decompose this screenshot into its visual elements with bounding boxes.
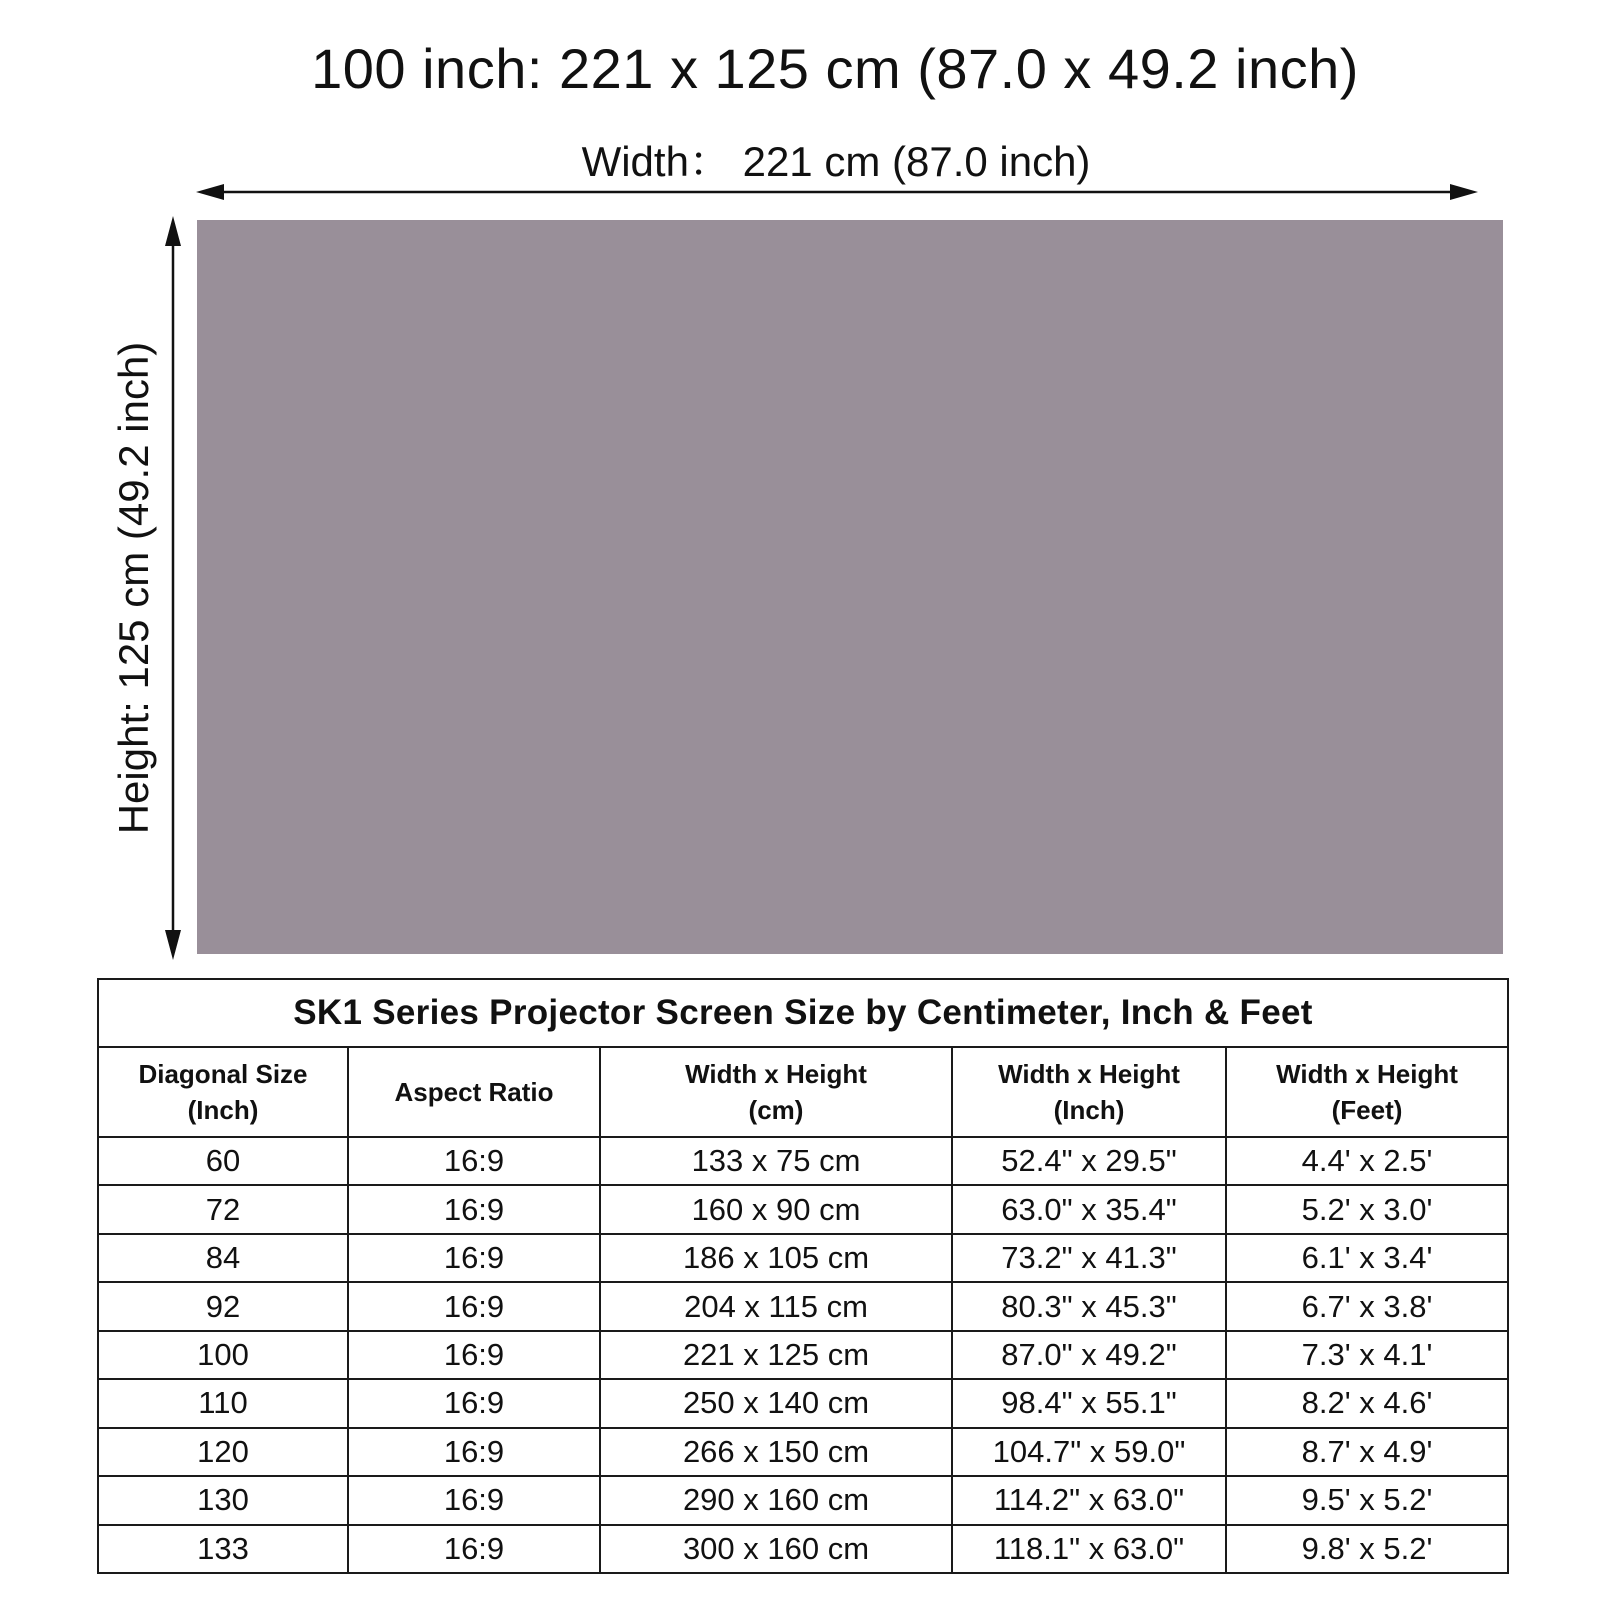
table-row [98,1234,1508,1282]
table-row [98,1282,1508,1330]
cell-diagonal: 72 [98,1185,348,1233]
cell-size-feet: 8.7' x 4.9' [1226,1428,1508,1476]
cell-aspect-ratio: 16:9 [348,1185,600,1233]
cell-size-feet: 9.5' x 5.2' [1226,1476,1508,1524]
header-line: Width x Height [998,1059,1180,1089]
cell-size-cm: 186 x 105 cm [600,1234,952,1282]
header-size-inch [952,1047,1226,1137]
table-row [98,1185,1508,1233]
cell-size-inch: 80.3" x 45.3" [952,1282,1226,1330]
cell-diagonal: 84 [98,1234,348,1282]
header-line: Width x Height [1276,1059,1458,1089]
cell-aspect-ratio: 16:9 [348,1379,600,1427]
cell-diagonal: 133 [98,1525,348,1574]
cell-size-cm: 160 x 90 cm [600,1185,952,1233]
cell-size-cm: 300 x 160 cm [600,1525,952,1574]
cell-size-inch: 63.0" x 35.4" [952,1185,1226,1233]
table-title: SK1 Series Projector Screen Size by Centimeter, Inch & Feet [98,979,1508,1047]
table-row [98,1428,1508,1476]
cell-aspect-ratio: 16:9 [348,1331,600,1379]
table-row [98,1476,1508,1524]
cell-size-feet: 9.8' x 5.2' [1226,1525,1508,1574]
width-arrow-icon [196,180,1478,204]
width-dimension-label: Width： 221 cm (87.0 inch) [581,138,1091,185]
cell-size-feet: 6.1' x 3.4' [1226,1234,1508,1282]
cell-aspect-ratio: 16:9 [348,1476,600,1524]
projector-screen [197,220,1503,954]
table-row [98,1379,1508,1427]
table-row [98,1525,1508,1574]
cell-size-inch: 87.0" x 49.2" [952,1331,1226,1379]
cell-aspect-ratio: 16:9 [348,1525,600,1574]
cell-size-inch: 52.4" x 29.5" [952,1137,1226,1185]
cell-size-cm: 221 x 125 cm [600,1331,952,1379]
header-line: (cm) [748,1095,804,1125]
cell-diagonal: 110 [98,1379,348,1427]
cell-size-feet: 4.4' x 2.5' [1226,1137,1508,1185]
cell-size-feet: 6.7' x 3.8' [1226,1282,1508,1330]
header-diagonal-size [98,1047,348,1137]
cell-diagonal: 60 [98,1137,348,1185]
table-row [98,1331,1508,1379]
height-arrow-icon [158,216,188,960]
cell-size-inch: 114.2" x 63.0" [952,1476,1226,1524]
cell-size-inch: 98.4" x 55.1" [952,1379,1226,1427]
header-line: Width x Height [685,1059,867,1089]
cell-diagonal: 130 [98,1476,348,1524]
cell-size-cm: 204 x 115 cm [600,1282,952,1330]
header-line: Diagonal Size [138,1059,308,1089]
header-size-feet [1226,1047,1508,1137]
cell-aspect-ratio: 16:9 [348,1234,600,1282]
header-aspect-ratio [348,1047,600,1137]
cell-diagonal: 92 [98,1282,348,1330]
cell-size-cm: 290 x 160 cm [600,1476,952,1524]
height-dimension-label: Height: 125 cm (49.2 inch) [110,341,157,835]
header-line: (Feet) [1331,1095,1403,1125]
cell-size-feet: 5.2' x 3.0' [1226,1185,1508,1233]
header-line: Aspect Ratio [394,1077,554,1107]
cell-diagonal: 100 [98,1331,348,1379]
cell-aspect-ratio: 16:9 [348,1428,600,1476]
cell-size-cm: 266 x 150 cm [600,1428,952,1476]
header-line: (Inch) [1053,1095,1125,1125]
header-line: (Inch) [187,1095,259,1125]
header-size-cm [600,1047,952,1137]
cell-aspect-ratio: 16:9 [348,1137,600,1185]
cell-size-inch: 104.7" x 59.0" [952,1428,1226,1476]
cell-aspect-ratio: 16:9 [348,1282,600,1330]
cell-size-cm: 133 x 75 cm [600,1137,952,1185]
cell-size-feet: 7.3' x 4.1' [1226,1331,1508,1379]
cell-size-inch: 118.1" x 63.0" [952,1525,1226,1574]
cell-diagonal: 120 [98,1428,348,1476]
size-spec-table [97,978,1509,1574]
table-header-row [98,1047,1508,1137]
page-title: 100 inch: 221 x 125 cm (87.0 x 49.2 inch) [311,37,1359,100]
table-row [98,1137,1508,1185]
cell-size-feet: 8.2' x 4.6' [1226,1379,1508,1427]
cell-size-inch: 73.2" x 41.3" [952,1234,1226,1282]
cell-size-cm: 250 x 140 cm [600,1379,952,1427]
